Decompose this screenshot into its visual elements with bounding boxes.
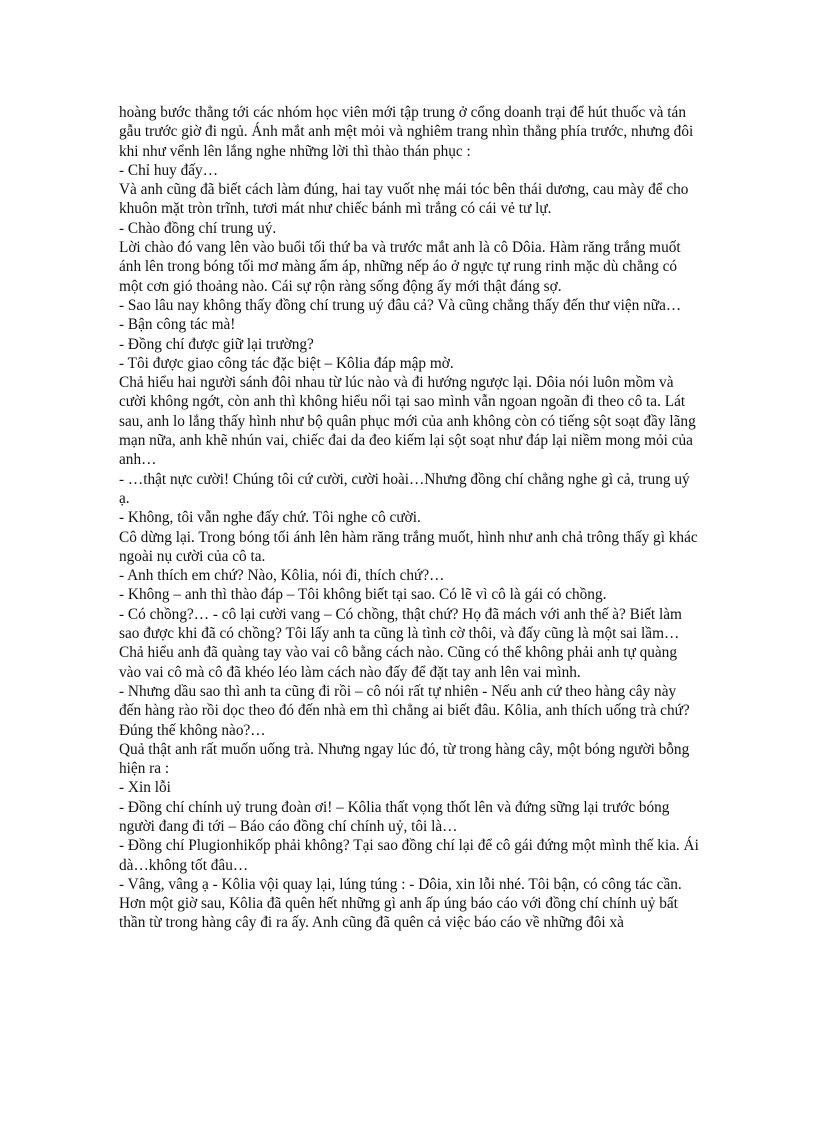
- paragraph-7: - Bận công tác mà!: [119, 316, 236, 334]
- paragraph-23: - Vâng, vâng ạ - Kôlia vội quay lại, lúng túng : - Dôia, xin lỗi nhé. Tôi bận, có công tác cần.: [119, 875, 682, 893]
- paragraph-11: - …thật nực cười! Chúng tôi cứ cười, cười hoài…Nhưng đồng chí chẳng nghe gì cả, trung uý ạ.: [119, 470, 690, 507]
- paragraph-19: Quả thật anh rất muốn uống trà. Nhưng ngay lúc đó, từ trong hàng cây, một bóng người bỗng hiện ra :: [119, 740, 690, 778]
- paragraph-3: Và anh cũng đã biết cách làm đúng, hai tay vuốt nhẹ mái tóc bên thái dương, cau mày để cho khuôn mặt tròn trĩnh, tươi mát như chiếc bánh mì trắng có cái vẻ tư lự.: [119, 181, 689, 218]
- paragraph-2: - Chỉ huy đấy…: [119, 161, 218, 179]
- paragraph-13: Cô dừng lại. Trong bóng tối ánh lên hàm răng trắng muốt, hình như anh chả trông thấy gì khác ngoài nụ cười của cô ta.: [119, 528, 698, 565]
- paragraph-17: Chả hiểu anh đã quàng tay vào vai cô bằng cách nào. Cũng có thể không phải anh tự quàng vào vai cô mà cô đã khéo léo làm cách nào đấy để đặt tay anh lên vai mình.: [119, 644, 677, 681]
- paragraph-21: - Đồng chí chính uỷ trung đoàn ơi! – Kôlia thất vọng thốt lên và đứng sững lại trước bóng người đang đi tới – Báo cáo đồng chí chính uỷ, tôi là…: [119, 798, 670, 835]
- paragraph-15: - Không – anh thì thào đáp – Tôi không biết tại sao. Có lẽ vì cô là gái có chồng.: [119, 586, 607, 604]
- paragraph-8: - Đồng chí được giữ lại trường?: [119, 335, 314, 353]
- paragraph-9: - Tôi được giao công tác đặc biệt – Kôlia đáp mập mờ.: [119, 354, 454, 372]
- paragraph-14: - Anh thích em chứ? Nào, Kôlia, nói đi, thích chứ?…: [119, 567, 445, 585]
- paragraph-20: - Xin lỗi: [119, 779, 171, 797]
- paragraph-22: - Đồng chí Plugionhikốp phải không? Tại sao đồng chí lại để cô gái đứng một mình thế kia. Ái dà…không tốt đâu…: [119, 837, 699, 874]
- paragraph-4: - Chào đồng chí trung uý.: [119, 219, 277, 237]
- paragraph-1: hoàng bước thẳng tới các nhóm học viên mới tập trung ở cổng doanh trại để hút thuốc và tán gẫu trước giờ đi ngủ. Ánh mắt anh mệt mỏi và nghiêm trang nhìn thẳng phía trước, nhưng đôi khi như vểnh lên lắng nghe những lời thì thào thán phục :: [119, 104, 694, 160]
- paragraph-24: Hơn một giờ sau, Kôlia đã quên hết những gì anh ấp úng báo cáo với đồng chí chính uỷ bất thần từ trong hàng cây đi ra ấy. Anh cũng đã quên cả việc báo cáo về những đôi xà: [119, 895, 678, 932]
- paragraph-12: - Không, tôi vẫn nghe đấy chứ. Tôi nghe cô cười.: [119, 509, 421, 527]
- document-body: [119, 103, 699, 933]
- paragraph-16: - Có chồng?… - cô lại cười vang – Có chồng, thật chứ? Họ đã mách với anh thế à? Biết làm sao được khi đã có chồng? Tôi lấy anh ta cũng là tình cờ thôi, và đấy cũng là một sai lầm…: [119, 605, 682, 643]
- paragraph-18: - Nhưng dầu sao thì anh ta cũng đi rồi – cô nói rất tự nhiên - Nếu anh cứ theo hàng cây này đến hàng rào rồi dọc theo đó đến nhà em thì chẳng ai biết đâu. Kôlia, anh thích uống trà chứ? Đúng thế không nào?…: [119, 682, 690, 739]
- paragraph-5: Lời chào đó vang lên vào buổi tối thứ ba và trước mắt anh là cô Dôia. Hàm răng trắng muốt ánh lên trong bóng tối mơ màng ấm áp, những nếp áo ở ngực tự rung rinh mặc dù chẳng có một cơn gió thoảng nào. Cái sự rộn ràng sống động ấy mới thật đáng sợ.: [119, 239, 681, 295]
- paragraph-10: Chả hiểu hai người sánh đôi nhau từ lúc nào và đi hướng ngược lại. Dôia nói luôn mồm và cười không ngớt, còn anh thì không hiểu nổi tại sao mình vẫn ngoan ngoãn đi theo cô ta. Lát sau, anh lo lắng thấy hình như bộ quân phục mới của anh không còn có tiếng sột soạt đầy lãng mạn nữa, anh khẽ nhún vai, chiếc đai da đeo kiếm lại sột soạt như đáp lại niềm mong mỏi của anh…: [119, 374, 696, 469]
- paragraph-6: - Sao lâu nay không thấy đồng chí trung uý đâu cả? Và cũng chẳng thấy đến thư viện nữa…: [119, 296, 682, 314]
